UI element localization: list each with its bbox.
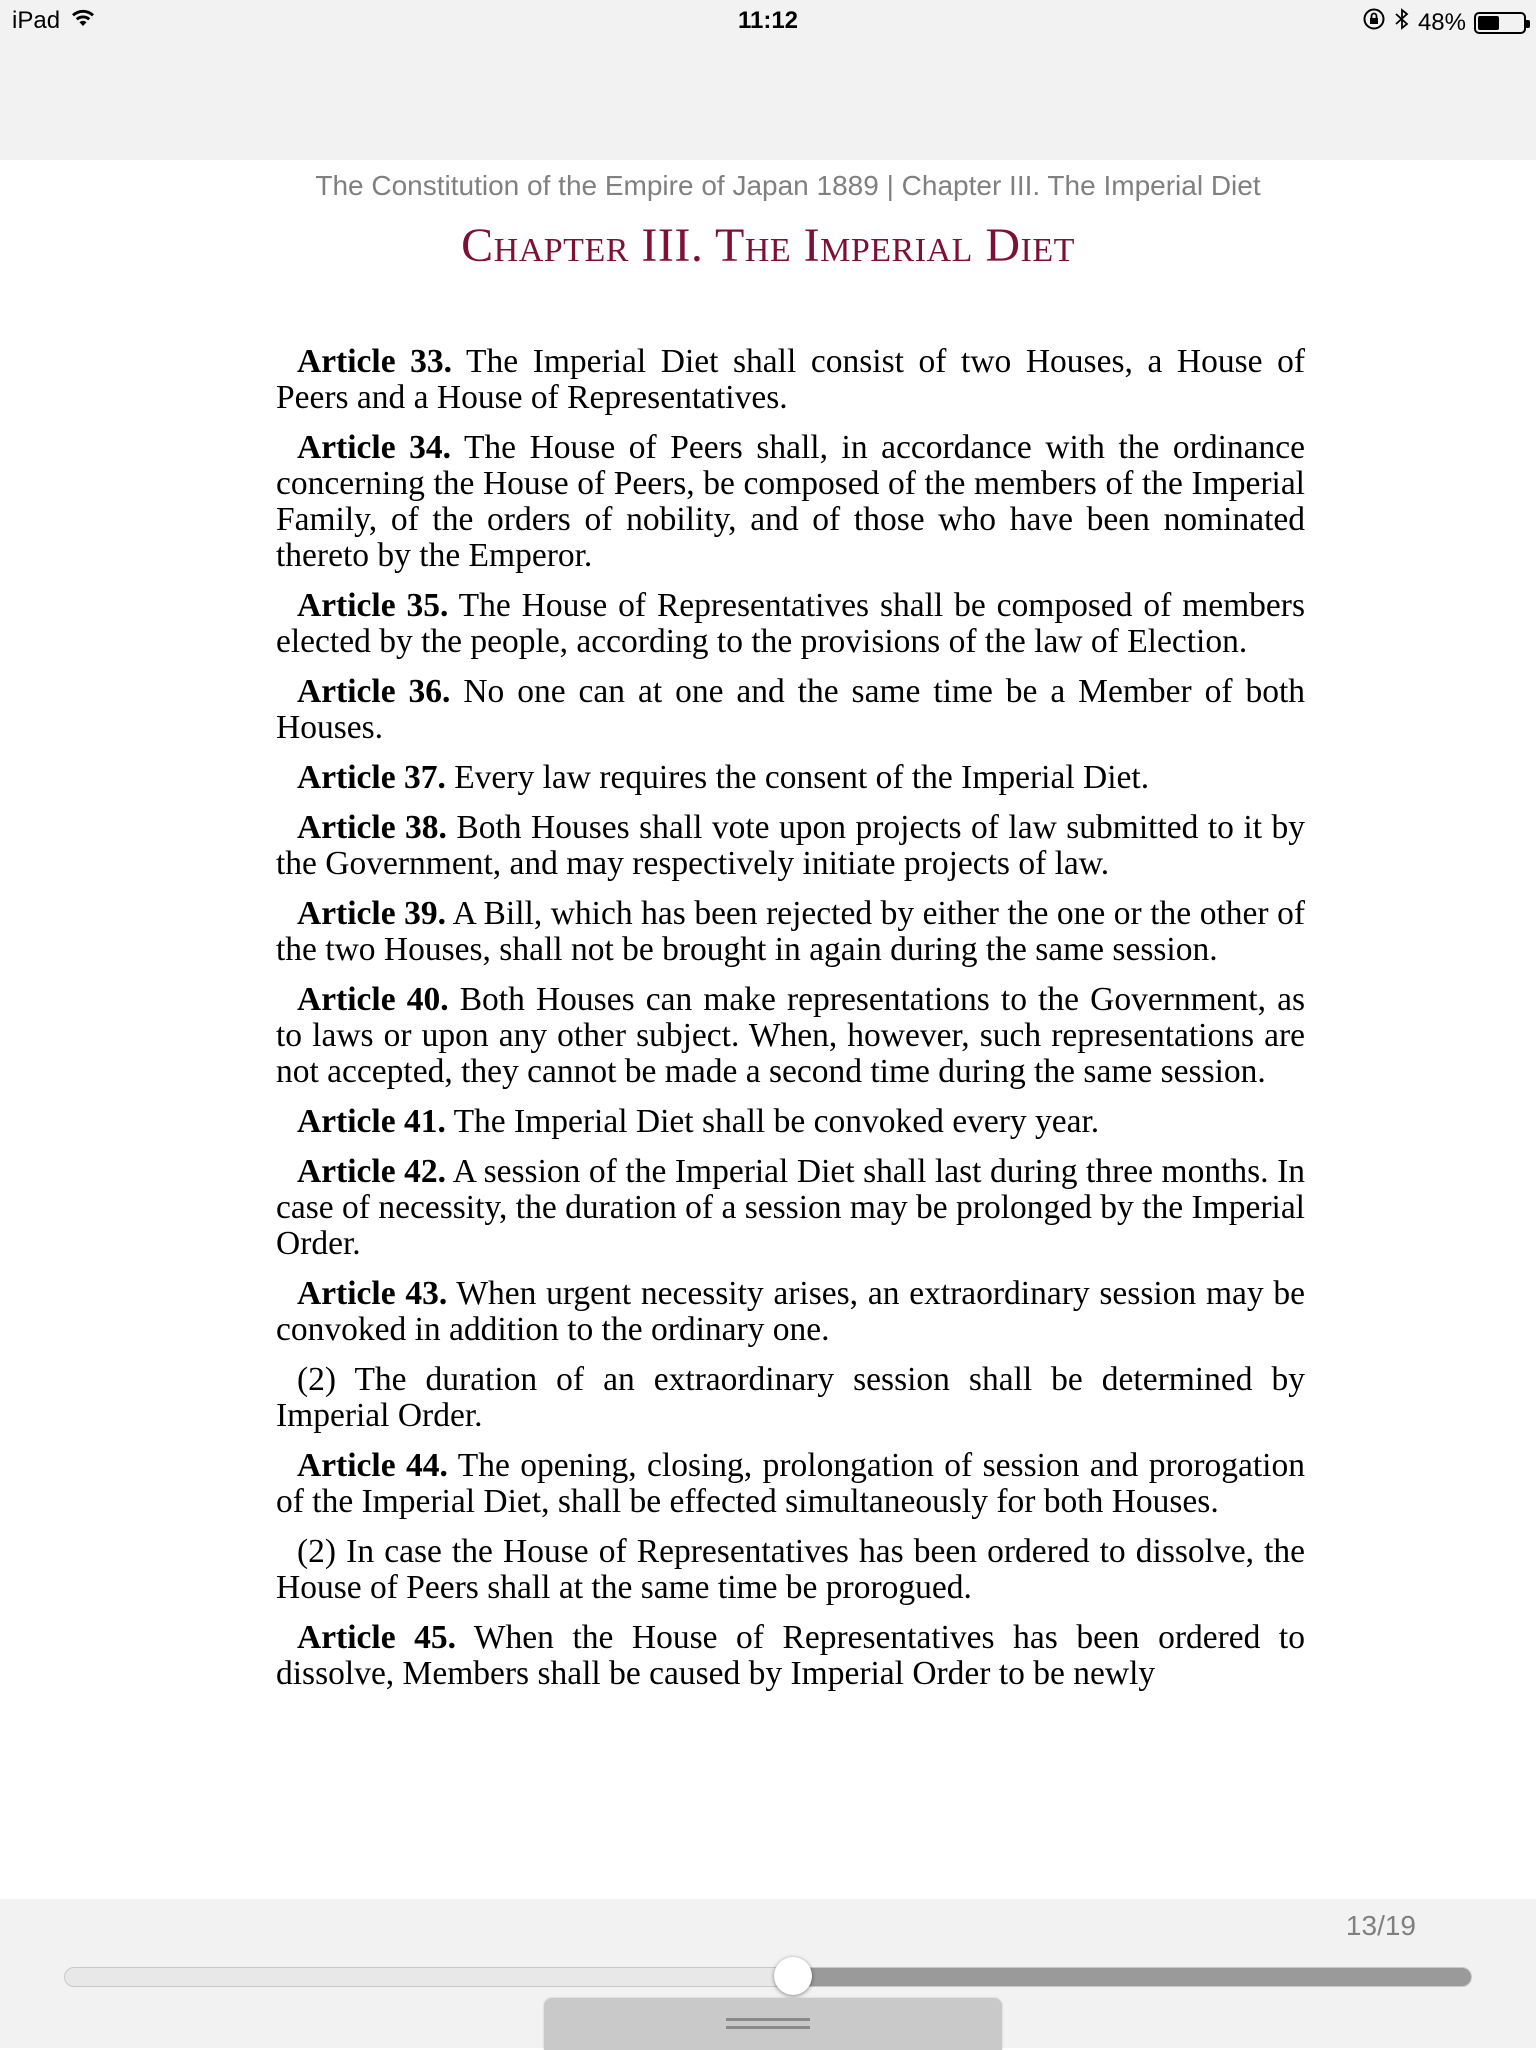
status-bar bbox=[0, 0, 1536, 44]
article-text: The House of Peers shall, in accordance with the ordinance concerning the House of Peers, be composed of the members of the Imperial Family, of the orders of nobility, and of those who have been nominated thereto by the Emperor. bbox=[276, 429, 1306, 574]
article-text: The Imperial Diet shall consist of two Houses, a House of Peers and a House of Representatives. bbox=[276, 343, 1305, 416]
article-paragraph bbox=[276, 1276, 1305, 1348]
clock: 11:12 bbox=[737, 7, 799, 34]
book-text[interactable] bbox=[276, 344, 1305, 1706]
status-right bbox=[1362, 7, 1526, 38]
article-paragraph bbox=[276, 982, 1305, 1090]
battery-percent: 48% bbox=[1417, 8, 1466, 36]
bluetooth-icon bbox=[1394, 7, 1410, 38]
article-paragraph bbox=[276, 344, 1305, 416]
page-indicator: 13/19 bbox=[1345, 1910, 1416, 1941]
article-number: Article 39. bbox=[297, 895, 446, 932]
article-number: Article 40. bbox=[297, 981, 449, 1018]
drawer-handle[interactable] bbox=[544, 1998, 1002, 2050]
orientation-lock-icon bbox=[1362, 7, 1386, 38]
chapter-title: Chapter III. The Imperial Diet bbox=[461, 219, 1075, 272]
article-paragraph bbox=[276, 896, 1305, 968]
article-number: Article 44. bbox=[297, 1447, 448, 1484]
article-paragraph bbox=[276, 810, 1305, 882]
article-number: Article 42. bbox=[297, 1153, 446, 1190]
article-number: Article 41. bbox=[297, 1103, 446, 1140]
article-paragraph bbox=[276, 1154, 1305, 1262]
article-paragraph bbox=[276, 674, 1305, 746]
article-text: The House of Representatives shall be composed of members elected by the people, according to the provisions of the law of Election. bbox=[276, 587, 1305, 660]
grabber-icon bbox=[726, 2018, 810, 2032]
article-paragraph bbox=[276, 588, 1305, 660]
article-text: A session of the Imperial Diet shall last during three months. In case of necessity, the duration of a session may be prolonged by the Imperial Order. bbox=[276, 1153, 1305, 1262]
page-slider[interactable] bbox=[64, 1967, 1472, 1987]
article-text: A Bill, which has been rejected by either the one or the other of the two Houses, shall not be brought in again during the same session. bbox=[276, 895, 1305, 968]
article-text: Both Houses can make representations to the Government, as to laws or upon any other subject. When, however, such representations are not accepted, they cannot be made a second time during the same session. bbox=[276, 981, 1305, 1090]
article-number: Article 37. bbox=[297, 759, 446, 796]
page-slider-remaining bbox=[793, 1968, 1471, 1986]
article-text: No one can at one and the same time be a Member of both Houses. bbox=[276, 673, 1305, 746]
battery-level bbox=[1478, 16, 1499, 30]
article-text: When the House of Representatives has been ordered to dissolve, Members shall be caused by Imperial Order to be newly bbox=[276, 1619, 1305, 1692]
article-paragraph bbox=[276, 1104, 1305, 1140]
article-number: Article 45. bbox=[297, 1619, 456, 1656]
article-text: (2) The duration of an extraordinary session shall be determined by Imperial Order. bbox=[276, 1361, 1305, 1434]
article-paragraph bbox=[276, 760, 1305, 796]
article-text: Every law requires the consent of the Imperial Diet. bbox=[445, 759, 1150, 796]
article-paragraph bbox=[276, 1620, 1305, 1692]
article-text: The opening, closing, prolongation of session and prorogation of the Imperial Diet, shall be effected simultaneously for both Houses. bbox=[276, 1447, 1305, 1520]
article-number: Article 36. bbox=[297, 673, 451, 710]
article-text: The Imperial Diet shall be convoked every year. bbox=[445, 1103, 1100, 1140]
article-number: Article 43. bbox=[297, 1275, 448, 1312]
article-text: Both Houses shall vote upon projects of law submitted to it by the Government, and may respectively initiate projects of law. bbox=[276, 809, 1305, 882]
article-number: Article 34. bbox=[297, 429, 452, 466]
device-name: iPad bbox=[12, 7, 61, 34]
article-text: When urgent necessity arises, an extraordinary session may be convoked in addition to the ordinary one. bbox=[276, 1275, 1305, 1348]
article-number: Article 35. bbox=[297, 587, 449, 624]
article-paragraph bbox=[276, 1534, 1305, 1606]
battery-tip bbox=[1526, 20, 1530, 28]
article-paragraph bbox=[276, 1448, 1305, 1520]
article-number: Article 33. bbox=[297, 343, 453, 380]
article-text: (2) In case the House of Representatives has been ordered to dissolve, the House of Peers shall at the same time be prorogued. bbox=[276, 1533, 1305, 1606]
running-header: The Constitution of the Empire of Japan 1889 | Chapter III. The Imperial Diet bbox=[315, 170, 1261, 201]
article-paragraph bbox=[276, 430, 1305, 574]
battery-icon bbox=[1474, 12, 1526, 34]
article-paragraph bbox=[276, 1362, 1305, 1434]
top-toolbar bbox=[0, 0, 1536, 160]
article-number: Article 38. bbox=[297, 809, 447, 846]
